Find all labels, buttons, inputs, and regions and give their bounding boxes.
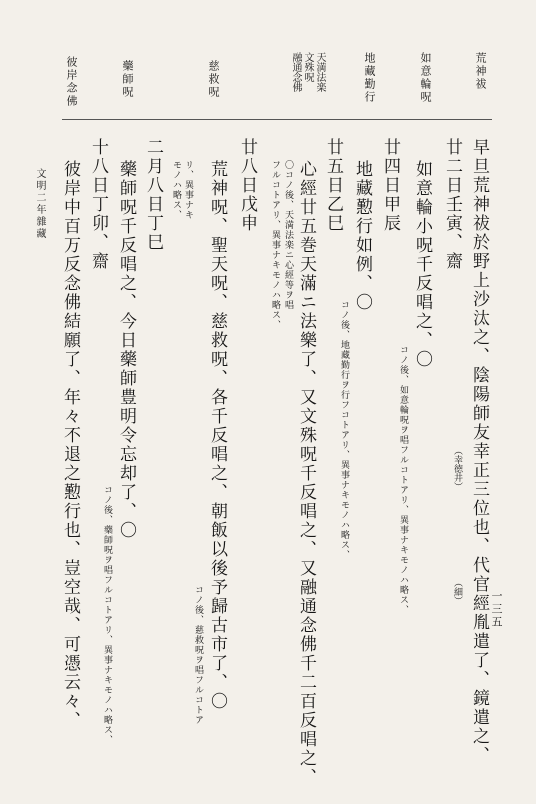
body-note-11a: リ、異事ナキ (183, 160, 193, 220)
headnote-jikushu: 慈救呪 (207, 60, 220, 99)
body-col-6: 廿五日乙巳 (323, 138, 343, 233)
body-col-5: 地藏懃行如例、〇 (352, 160, 372, 312)
body-note-3: コノ後、如意輪呪ヲ唱フルコトアリ、異事ナキモノハ略ス、 (398, 345, 408, 615)
headnote-jizo: 地藏勤行 (363, 52, 376, 104)
page-number: 一三五 (490, 590, 503, 629)
body-col-14: 十八日丁卯、齋 (88, 138, 108, 271)
body-col-9: 廿八日戊申 (237, 138, 257, 233)
annotation-hosoi: （細） (452, 578, 462, 605)
body-note-5: コノ後、地藏勤行ヲ行フコトアリ、異事ナキモノハ略ス、 (339, 300, 349, 560)
body-note-13: コノ後、藥師呪ヲ唱フルコトアリ、異事ナキモノハ略ス、 (102, 485, 112, 745)
headnote-nyoirin: 如意輪呪 (419, 52, 432, 104)
body-col-15: 彼岸中百万反念佛結願了、年々不退之懃行也、豈空哉、可憑云々、 (60, 160, 80, 730)
body-col-13: 藥師呪千反唱之、今日藥師豊明令忘却了、〇 (116, 160, 136, 540)
body-col-10: 荒神呪、聖天呪、慈救呪、各千反唱之、朝飯以後予歸古市了、〇 (207, 160, 227, 711)
body-col-12: 二月八日丁巳 (143, 138, 163, 252)
body-col-1: 早旦荒神祓於野上沙汰之、陰陽師友幸正三位也、代官經胤遣了、鏡遣之、 (469, 138, 489, 765)
body-col-7: 心經廿五巻天滿ニ法樂了、又文殊呪千反唱之、又融通念佛千二百反唱之、 (296, 160, 316, 787)
body-note-8b: フルコトアリ、異事ナキモノハ略ス、 (270, 160, 280, 330)
headnote-divider (62, 119, 492, 120)
running-title: 文明二年雜藏 (34, 168, 45, 240)
headnote-kojin: 荒神祓 (474, 52, 487, 91)
annotation-kotai: （幸徳井） (452, 446, 462, 491)
headnote-tenman-line3: 融通念佛 (290, 52, 301, 92)
body-note-10: コノ後、慈救呪ヲ唱フルコトア (193, 585, 203, 725)
body-note-11b: モノハ略ス、 (171, 160, 181, 220)
body-note-8a: 〇コノ後、天満法楽ニ心經等ヲ唱 (283, 160, 293, 310)
body-col-4: 廿四日甲辰 (380, 138, 400, 233)
headnote-tenman-line2: 文殊呪 (302, 52, 313, 82)
body-col-3: 如意輪小呪千反唱之、〇 (412, 160, 432, 369)
body-col-2: 廿二日壬寅、齋 (442, 138, 462, 271)
headnote-tenman-line1: 天満法楽 (314, 52, 325, 92)
headnote-yakushi: 藥師呪 (121, 60, 134, 99)
headnote-higan: 彼岸念佛 (65, 56, 78, 108)
